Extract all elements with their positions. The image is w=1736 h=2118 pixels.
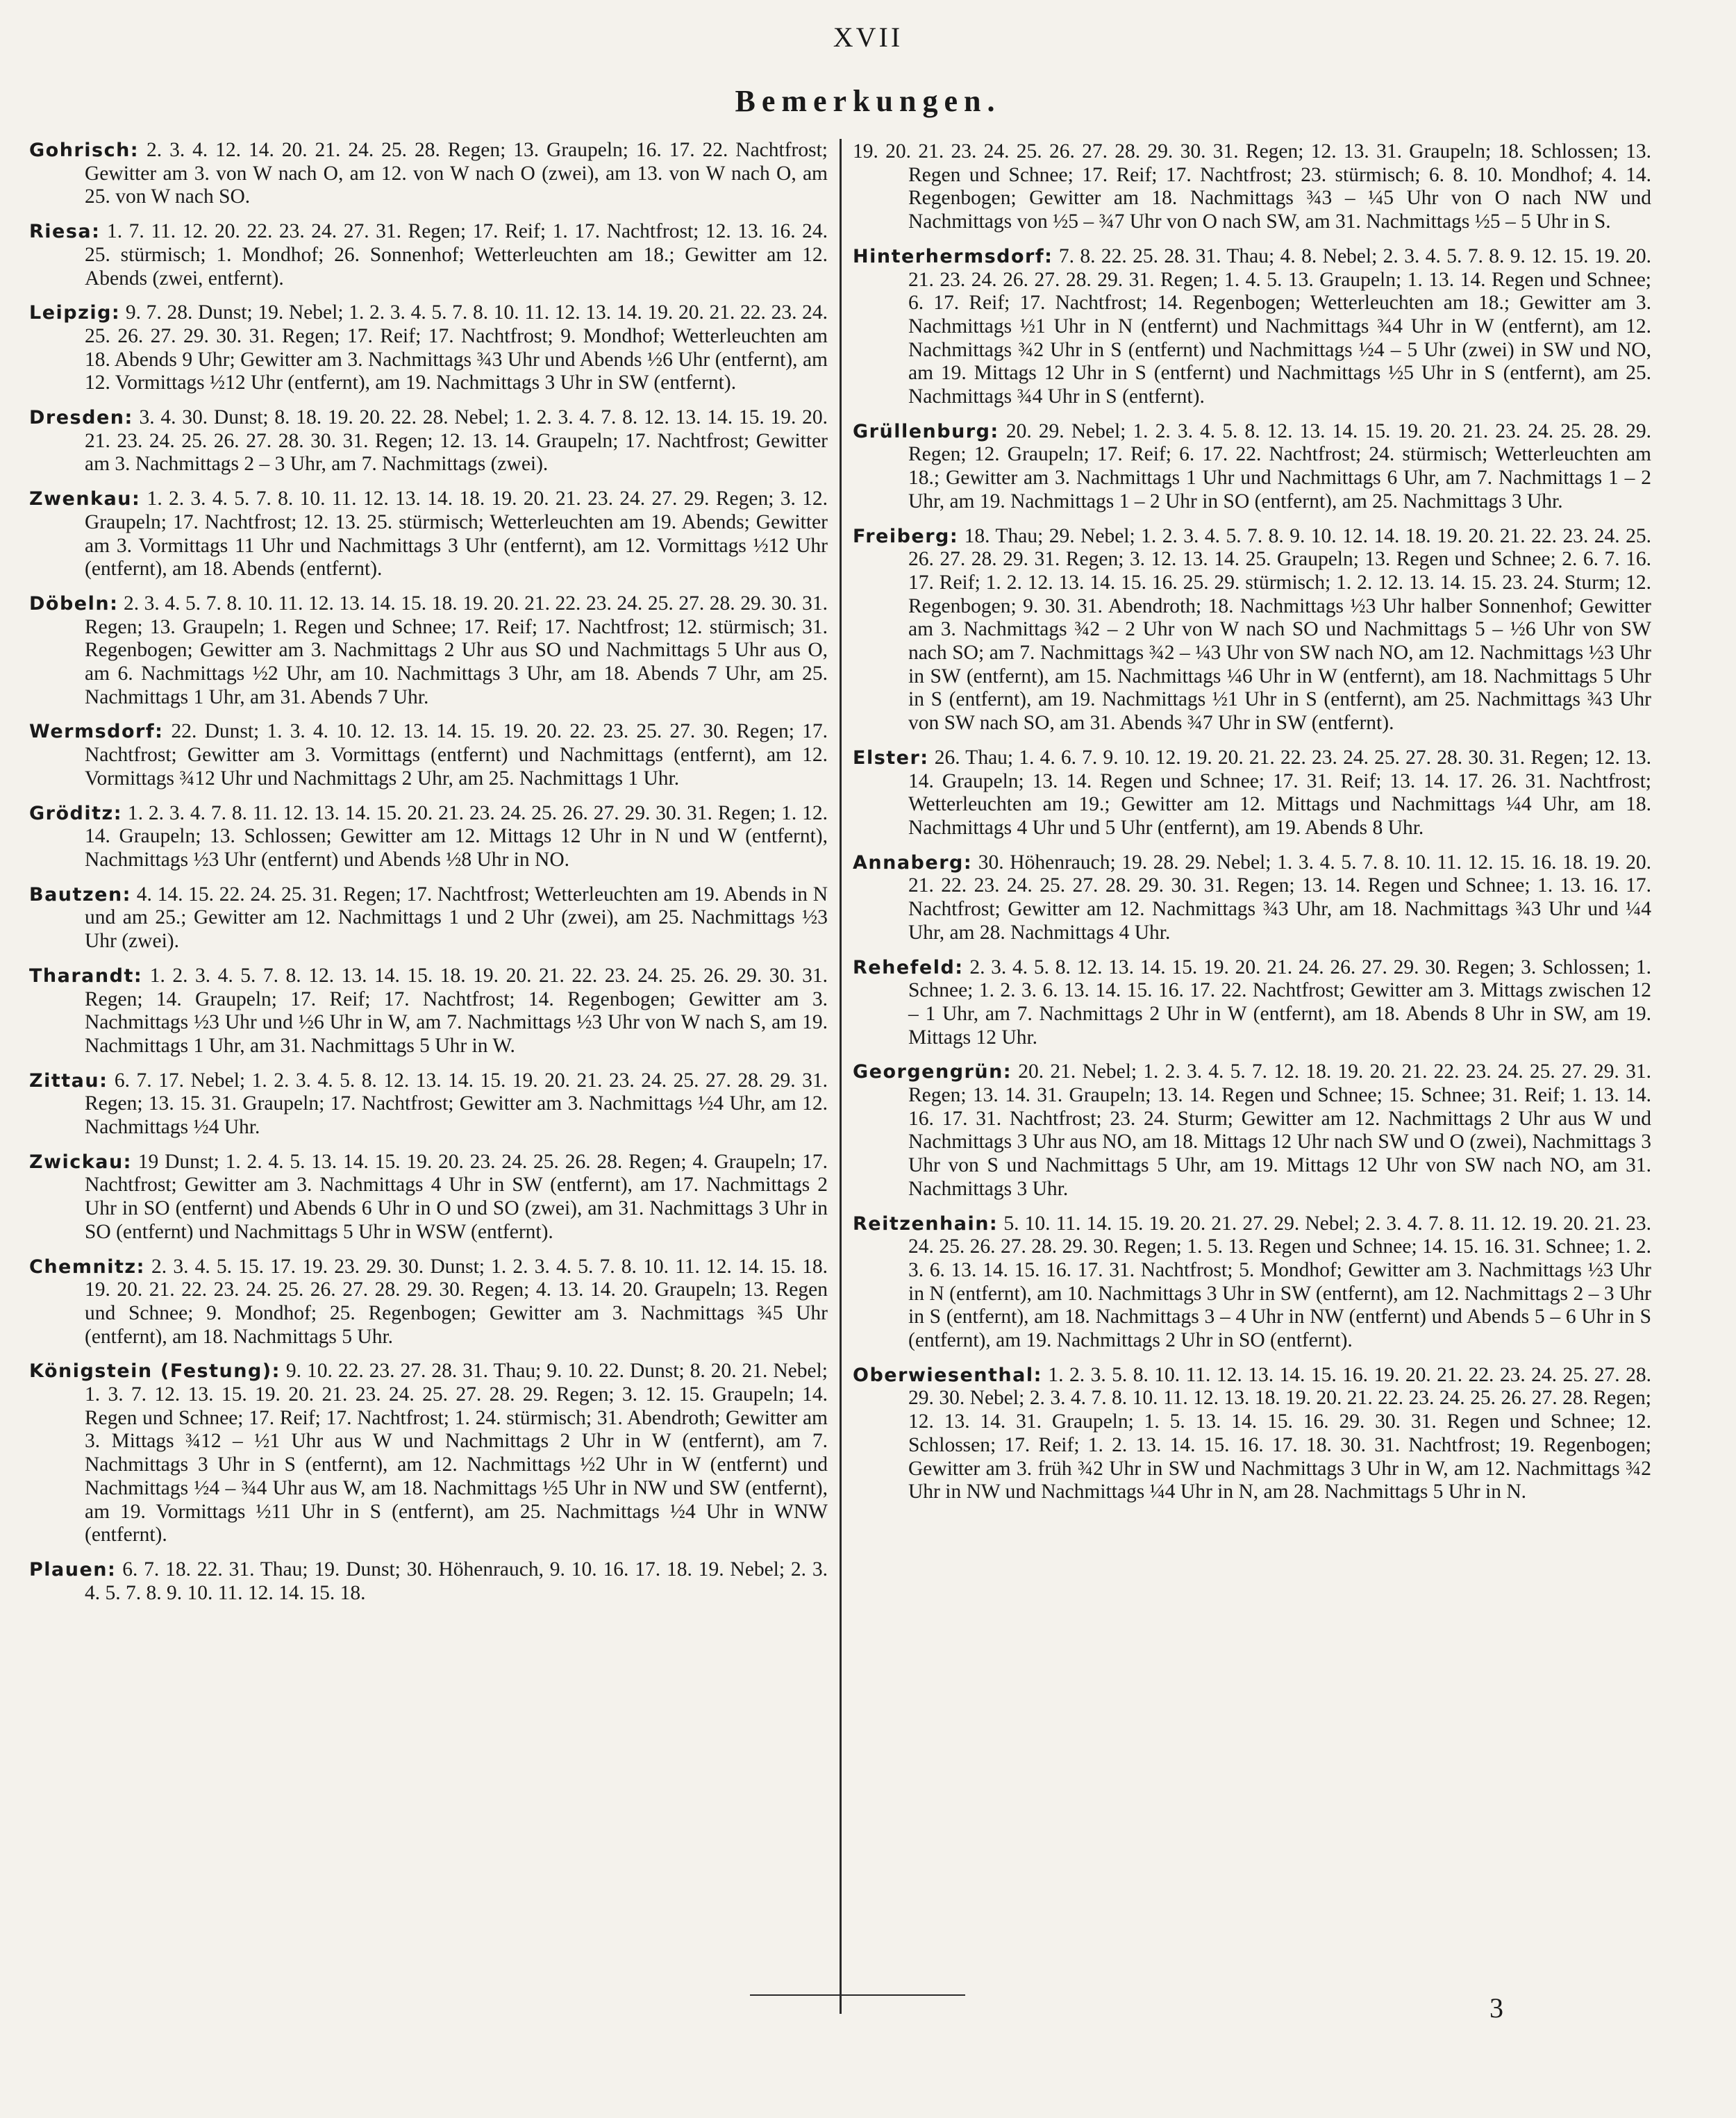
station-name: Leipzig: (29, 302, 121, 324)
station-entry (29, 1069, 828, 1140)
station-name: Chemnitz: (29, 1256, 145, 1278)
station-remarks: 1. 2. 3. 4. 5. 7. 8. 12. 13. 14. 15. 18. 19. 20. 21. 22. 23. 24. 25. 26. 29. 30. 31. Regen; 14. Graupeln; 17. Reif; 17. Nachtfrost; 14. Regenbogen; Gewitter am 3. Nachmittags ½3 Uhr und ½6 Uhr in W, am 7. Nachmittags ½3 Uhr von W nach S, am 19. Nachmittags 1 Uhr, am 31. Nachmittags 5 Uhr in W. (85, 964, 828, 1057)
station-name: Tharandt: (29, 965, 143, 987)
station-entry (29, 220, 828, 290)
station-name: Riesa: (29, 221, 101, 243)
station-remarks: 19. 20. 21. 23. 24. 25. 26. 27. 28. 29. 30. 31. Regen; 12. 13. 31. Graupeln; 18. Schlossen; 13. Regen und Schnee; 17. Reif; 17. Nachtfrost; 23. stürmisch; 6. 8. 10. Mondhof; 4. 14. Regenbogen; Gewitter am 18. Nachmittags ¾3 – ¼5 Uhr von O nach NW und Nachmittags von ½5 – ¾7 Uhr von O nach SW, am 31. Nachmittags ½5 – 5 Uhr in S. (853, 140, 1651, 233)
station-entry (29, 802, 828, 872)
station-entry (853, 1364, 1651, 1504)
station-entry (853, 956, 1651, 1050)
station-entry (853, 747, 1651, 840)
station-remarks: 26. Thau; 1. 4. 6. 7. 9. 10. 12. 19. 20. 21. 22. 23. 24. 25. 27. 28. 30. 31. Regen; 12. 13. 14. Graupeln; 13. 14. Regen und Schnee; 17. 31. Reif; 13. 14. 17. 26. 31. Nachtfrost; Wetterleuchten am 19.; Gewitter am 12. Mittags und Nachmittags ¼4 Uhr, am 18. Nachmittags 4 Uhr und 5 Uhr (entfernt), am 19. Abends 8 Uhr. (908, 746, 1651, 839)
page-roman-numeral: XVII (833, 22, 903, 53)
station-name: Zwickau: (29, 1151, 132, 1173)
station-name: Plauen: (29, 1558, 117, 1581)
station-entry (853, 245, 1651, 409)
station-name: Elster: (853, 747, 929, 769)
station-entry (29, 1558, 828, 1605)
station-name: Döbeln: (29, 592, 119, 615)
station-entry (29, 1360, 828, 1547)
station-entry (29, 883, 828, 953)
station-remarks: 5. 10. 11. 14. 15. 19. 20. 21. 27. 29. Nebel; 2. 3. 4. 7. 8. 11. 12. 19. 20. 21. 23. 24. 25. 26. 27. 28. 29. 30. Regen; 1. 5. 13. Regen und Schnee; 14. 15. 16. 31. Schnee; 1. 2. 3. 6. 13. 14. 15. 16. 17. 31. Nachtfrost; 5. Mondhof; Gewitter am 3. Nachmittags ½3 Uhr in N (entfernt), am 10. Nachmittags 3 Uhr in SW (entfernt), am 12. Nachmittags 2 – 3 Uhr in S (entfernt), am 18. Nachmittags 3 – 4 Uhr in NW (entfernt) und Abends 5 – 6 Uhr in S (entfernt), am 19. Nachmittags 2 Uhr in SO (entfernt). (908, 1212, 1652, 1352)
station-entry (853, 1060, 1651, 1201)
station-remarks: 9. 10. 22. 23. 27. 28. 31. Thau; 9. 10. 22. Dunst; 8. 20. 21. Nebel; 1. 3. 7. 12. 13. 15. 19. 20. 21. 23. 24. 25. 27. 28. 29. Regen; 3. 12. 15. Graupeln; 14. Regen und Schnee; 17. Reif; 17. Nachtfrost; 1. 24. stürmisch; 31. Abendroth; Gewitter am 3. Mittags ¾12 – ½1 Uhr aus W und Nachmittags 2 Uhr in W (entfernt), am 7. Nachmittags 3 Uhr in S (entfernt), am 12. Nachmittags ½2 Uhr in W (entfernt) und Nachmittags ½4 – ¾4 Uhr aus W, am 18. Nachmittags ½5 Uhr in NW und SW (entfernt), am 19. Vormittags ½11 Uhr in S (entfernt), am 25. Nachmittags ½4 Uhr in WNW (entfernt). (85, 1360, 828, 1546)
station-remarks: 20. 29. Nebel; 1. 2. 3. 4. 5. 8. 12. 13. 14. 15. 19. 20. 21. 23. 24. 25. 28. 29. Regen; 12. Graupeln; 17. Reif; 6. 17. 22. Nachtfrost; 24. stürmisch; Wetterleuchten am 18.; Gewitter am 3. Nachmittags 1 Uhr und Nachmittags 6 Uhr, am 7. Nachmittags 1 – 2 Uhr, am 19. Nachmittags 1 – 2 Uhr in SO (entfernt), am 25. Nachmittags 3 Uhr. (908, 419, 1651, 512)
station-remarks: 2. 3. 4. 5. 7. 8. 10. 11. 12. 13. 14. 15. 18. 19. 20. 21. 22. 23. 24. 25. 27. 28. 29. 30. 31. Regen; 13. Graupeln; 1. Regen und Schnee; 17. Reif; 17. Nachtfrost; 12. stürmisch; 31. Regenbogen; Gewitter am 3. Nachmittags 2 Uhr aus SO und Nachmittags 5 Uhr aus O, am 6. Nachmittags ½2 Uhr, am 10. Nachmittags 3 Uhr, am 18. Abends 7 Uhr, am 25. Nachmittags 1 Uhr, am 31. Abends 7 Uhr. (85, 592, 828, 708)
station-entry (853, 851, 1651, 945)
station-name: Wermsdorf: (29, 721, 164, 743)
station-entry-continued (853, 140, 1651, 234)
page-title: Bemerkungen. (735, 84, 1001, 118)
station-entry (29, 592, 828, 710)
station-name: Königstein (Festung): (29, 1360, 281, 1383)
station-entry (853, 420, 1651, 514)
station-remarks: 18. Thau; 29. Nebel; 1. 2. 3. 4. 5. 7. 8. 9. 10. 12. 14. 18. 19. 20. 21. 22. 23. 24. 25. 26. 27. 28. 29. 31. Regen; 3. 12. 13. 14. 25. Graupeln; 13. Regen und Schnee; 2. 6. 7. 16. 17. Reif; 1. 2. 12. 13. 14. 15. 16. 25. 29. stürmisch; 1. 2. 12. 13. 14. 15. 23. 24. Sturm; 12. Regenbogen; 9. 30. 31. Abendroth; 18. Nachmittags ½3 Uhr halber Sonnenhof; Gewitter am 3. Nachmittags ¾2 – 2 Uhr von W nach SO und Nachmittags 5 – ½6 Uhr von SW nach SO; am 7. Nachmittags ¾2 – ¼3 Uhr von SW nach NO, am 12. Nachmittags ½3 Uhr in SW (entfernt), am 15. Nachmittags ¼6 Uhr in W (entfernt), am 18. Nachmittags 5 Uhr in S (entfernt), am 19. Nachmittags ½1 Uhr in S (entfernt), am 25. Nachmittags ¾3 Uhr von SW nach SO, am 31. Abends ¾7 Uhr in SW (entfernt). (908, 524, 1651, 735)
station-remarks: 7. 8. 22. 25. 28. 31. Thau; 4. 8. Nebel; 2. 3. 4. 5. 7. 8. 9. 12. 15. 19. 20. 21. 23. 24. 26. 27. 28. 29. 31. Regen; 1. 4. 5. 13. Graupeln; 1. 13. 14. Regen und Schnee; 6. 17. Reif; 17. Nachtfrost; 14. Regenbogen; Wetterleuchten am 18.; Gewitter am 3. Nachmittags ½1 Uhr in N (entfernt) und Nachmittags ¾4 Uhr in W (entfernt), am 12. Nachmittags ¾2 Uhr in S (entfernt) und Nachmittags ½4 – 5 Uhr (zwei) in SW und NO, am 19. Mittags 12 Uhr in S (entfernt) und Nachmittags ½5 Uhr in S (entfernt), am 25. Nachmittags ¾4 Uhr in S (entfernt). (908, 244, 1651, 408)
station-name: Zittau: (29, 1069, 108, 1092)
station-entry (29, 720, 828, 790)
station-remarks: 3. 4. 30. Dunst; 8. 18. 19. 20. 22. 28. Nebel; 1. 2. 3. 4. 7. 8. 12. 13. 14. 15. 19. 20. 21. 23. 24. 25. 26. 27. 28. 30. 31. Regen; 12. 13. 14. Graupeln; 17. Nachtfrost; Gewitter am 3. Nachmittags 2 – 3 Uhr, am 7. Nachmittags (zwei). (85, 406, 828, 476)
column-divider (840, 139, 842, 2014)
station-name: Dresden: (29, 407, 133, 429)
station-entry (29, 1256, 828, 1349)
station-name: Grüllenburg: (853, 420, 999, 442)
station-remarks: 22. Dunst; 1. 3. 4. 10. 12. 13. 14. 15. 19. 20. 22. 23. 25. 27. 30. Regen; 17. Nachtfrost; Gewitter am 3. Vormittags (entfernt) und Nachmittags (entfernt), am 12. Vormittags ¾12 Uhr und Nachmittags 2 Uhr, am 25. Nachmittags 1 Uhr. (85, 720, 828, 790)
station-name: Bautzen: (29, 883, 131, 906)
station-name: Hinterhermsdorf: (853, 245, 1053, 267)
station-entry (29, 1151, 828, 1244)
station-remarks: 20. 21. Nebel; 1. 2. 3. 4. 5. 7. 12. 18. 19. 20. 21. 22. 23. 24. 25. 27. 29. 31. Regen; 13. 14. 31. Graupeln; 13. 14. Regen und Schnee; 15. Schnee; 31. Reif; 1. 13. 14. 16. 17. 31. Nachtfrost; 23. 24. Sturm; Gewitter am 12. Nachmittags 2 Uhr aus W und Nachmittags 3 Uhr aus NO, am 18. Mittags 12 Uhr nach SW und O (zwei), Nachmittags 3 Uhr von S und Nachmittags 5 Uhr, am 19. Mittags 12 Uhr von SW nach NO, am 31. Nachmittags 3 Uhr. (908, 1060, 1651, 1200)
station-entry (29, 139, 828, 209)
station-remarks: 1. 2. 3. 4. 7. 8. 11. 12. 13. 14. 15. 20. 21. 23. 24. 25. 26. 27. 29. 30. 31. Regen; 1. 12. 14. Graupeln; 13. Schlossen; Gewitter am 12. Mittags 12 Uhr in N und W (entfernt), Nachmittags ½3 Uhr (entfernt) und Abends ½8 Uhr in NO. (85, 801, 828, 871)
station-remarks: 2. 3. 4. 5. 15. 17. 19. 23. 29. 30. Dunst; 1. 2. 3. 4. 5. 7. 8. 10. 11. 12. 14. 15. 18. 19. 20. 21. 22. 23. 24. 25. 26. 27. 28. 29. 30. Regen; 4. 13. 14. 20. Graupeln; 13. Regen und Schnee; 9. Mondhof; 25. Regenbogen; Gewitter am 3. Nachmittags ¾5 Uhr (entfernt), am 18. Nachmittags 5 Uhr. (85, 1255, 828, 1348)
station-name: Reitzenhain: (853, 1212, 999, 1235)
station-name: Oberwiesenthal: (853, 1364, 1042, 1386)
station-name: Annaberg: (853, 851, 973, 874)
station-name: Rehefeld: (853, 956, 964, 978)
station-remarks: 6. 7. 18. 22. 31. Thau; 19. Dunst; 30. Höhenrauch, 9. 10. 16. 17. 18. 19. Nebel; 2. 3. 4. 5. 7. 8. 9. 10. 11. 12. 14. 15. 18. (85, 1558, 828, 1604)
station-name: Zwenkau: (29, 488, 141, 510)
station-remarks: 2. 3. 4. 5. 8. 12. 13. 14. 15. 19. 20. 21. 24. 26. 27. 29. 30. Regen; 3. Schlossen; 1. Schnee; 1. 2. 3. 6. 13. 14. 15. 16. 17. 22. Nachtfrost; Gewitter am 3. Mittags zwischen 12 – 1 Uhr, am 7. Nachmittags 2 Uhr in W (entfernt), am 18. Abends 8 Uhr in SW, am 19. Mittags 12 Uhr. (908, 956, 1651, 1049)
station-name: Gröditz: (29, 802, 123, 824)
left-column (29, 139, 828, 1616)
station-name: Freiberg: (853, 525, 959, 547)
station-remarks: 19 Dunst; 1. 2. 4. 5. 13. 14. 15. 19. 20. 23. 24. 25. 26. 28. Regen; 4. Graupeln; 17. Nachtfrost; Gewitter am 3. Nachmittags 4 Uhr in SW (entfernt), am 17. Nachmittags 2 Uhr in SO (entfernt) und Abends 6 Uhr in O und SO (zwei), am 31. Nachmittags 3 Uhr in SO (entfernt) und Nachmittags 5 Uhr in WSW (entfernt). (85, 1150, 828, 1243)
right-column (853, 140, 1651, 1515)
station-entry (29, 406, 828, 476)
station-remarks: 1. 7. 11. 12. 20. 22. 23. 24. 27. 31. Regen; 17. Reif; 1. 17. Nachtfrost; 12. 13. 16. 24. 25. stürmisch; 1. Mondhof; 26. Sonnenhof; Wetterleuchten am 18.; Gewitter am 12. Abends (zwei, entfernt). (85, 220, 828, 290)
station-remarks: 30. Höhenrauch; 19. 28. 29. Nebel; 1. 3. 4. 5. 7. 8. 10. 11. 12. 15. 16. 18. 19. 20. 21. 22. 23. 24. 25. 27. 28. 29. 30. 31. Regen; 13. 14. Regen und Schnee; 1. 13. 16. 17. Nachtfrost; Gewitter am 12. Nachmittags ¾3 Uhr, am 18. Nachmittags ¾3 Uhr und ¼4 Uhr, am 28. Nachmittags 4 Uhr. (908, 851, 1651, 944)
station-remarks: 1. 2. 3. 5. 8. 10. 11. 12. 13. 14. 15. 16. 19. 20. 21. 22. 23. 24. 25. 27. 28. 29. 30. Nebel; 2. 3. 4. 7. 8. 10. 11. 12. 13. 18. 19. 20. 21. 22. 23. 24. 25. 26. 27. 28. Regen; 12. 13. 14. 31. Graupeln; 1. 5. 13. 14. 15. 16. 29. 30. 31. Regen und Schnee; 12. Schlossen; 17. Reif; 1. 2. 13. 14. 15. 16. 17. 18. 30. 31. Nachtfrost; 19. Regenbogen; Gewitter am 3. früh ¾2 Uhr in SW und Nachmittags 3 Uhr in W, am 12. Nachmittags ¾2 Uhr in NW und Nachmittags ¼4 Uhr in N, am 28. Nachmittags 5 Uhr in N. (908, 1363, 1652, 1503)
station-remarks: 9. 7. 28. Dunst; 19. Nebel; 1. 2. 3. 4. 5. 7. 8. 10. 11. 12. 13. 14. 19. 20. 21. 22. 23. 24. 25. 26. 27. 29. 30. 31. Regen; 17. Reif; 17. Nachtfrost; 9. Mondhof; Wetterleuchten am 18. Abends 9 Uhr; Gewitter am 3. Nachmittags ¾3 Uhr und Abends ½6 Uhr (entfernt), am 12. Vormittags ½12 Uhr (entfernt), am 19. Nachmittags 3 Uhr in SW (entfernt). (85, 301, 828, 394)
station-entry (29, 965, 828, 1058)
station-remarks: 2. 3. 4. 12. 14. 20. 21. 24. 25. 28. Regen; 13. Graupeln; 16. 17. 22. Nachtfrost; Gewitter am 3. von W nach O, am 12. von W nach O (zwei), am 13. von W nach O, am 25. von W nach SO. (85, 139, 828, 208)
station-remarks: 6. 7. 17. Nebel; 1. 2. 3. 4. 5. 8. 12. 13. 14. 15. 19. 20. 21. 23. 24. 25. 27. 28. 29. 31. Regen; 13. 15. 31. Graupeln; 17. Nachtfrost; Gewitter am 3. Nachmittags ½4 Uhr, am 12. Nachmittags ½4 Uhr. (85, 1069, 828, 1139)
bottom-rule (750, 1994, 965, 1996)
station-remarks: 4. 14. 15. 22. 24. 25. 31. Regen; 17. Nachtfrost; Wetterleuchten am 19. Abends in N und am 25.; Gewitter am 12. Nachmittags 1 und 2 Uhr (zwei), am 25. Nachmittags ½3 Uhr (zwei). (85, 883, 828, 953)
station-name: Gohrisch: (29, 140, 140, 161)
station-entry (29, 487, 828, 581)
station-entry (853, 525, 1651, 735)
station-remarks: 1. 2. 3. 4. 5. 7. 8. 10. 11. 12. 13. 14. 18. 19. 20. 21. 23. 24. 27. 29. Regen; 3. 12. Graupeln; 17. Nachtfrost; 12. 13. 25. stürmisch; Wetterleuchten am 19. Abends; Gewitter am 3. Vormittags 11 Uhr und Nachmittags 3 Uhr (entfernt), am 12. Vormittags ½12 Uhr (entfernt), am 18. Abends (entfernt). (85, 487, 828, 581)
station-entry (853, 1212, 1651, 1353)
station-entry (29, 301, 828, 395)
page-number: 3 (1489, 1992, 1503, 2024)
station-name: Georgengrün: (853, 1061, 1012, 1083)
